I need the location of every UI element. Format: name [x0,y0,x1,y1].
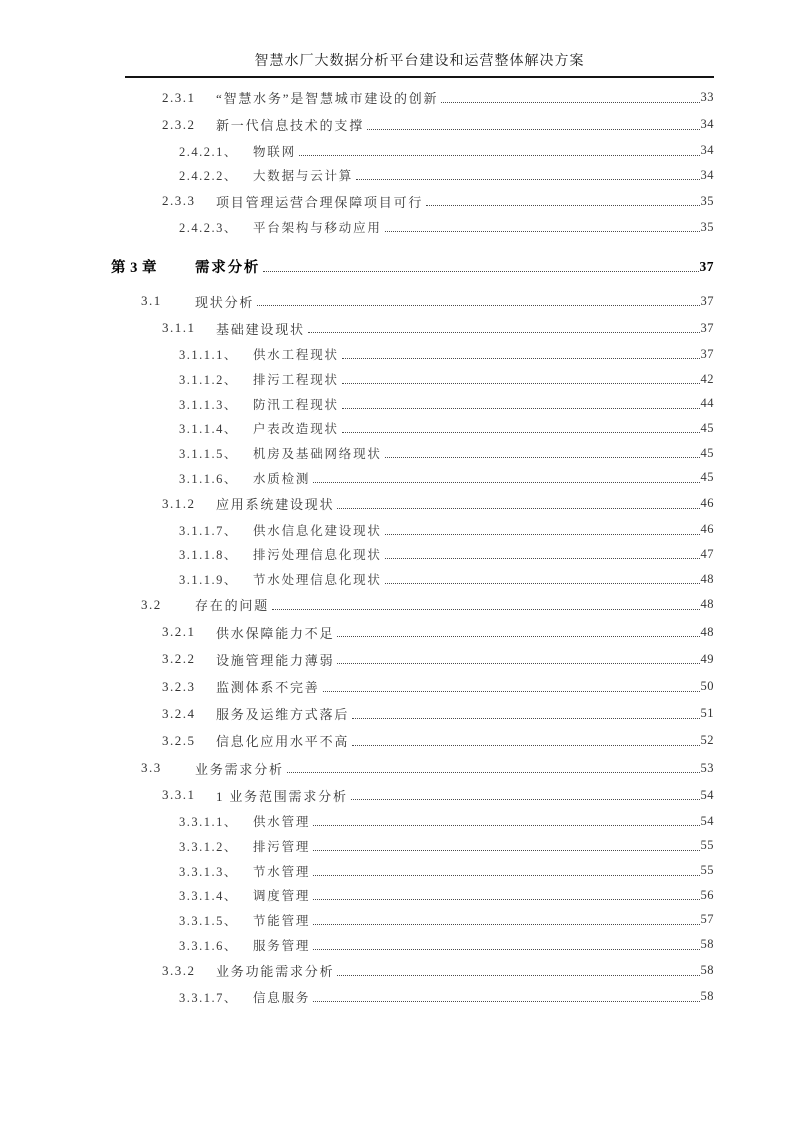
toc-entry-page-number: 44 [700,396,714,411]
toc-entry-page-number: 48 [700,624,714,639]
toc-entry-title: 供水信息化建设现状 [253,523,382,538]
toc-entry-page-number: 37 [699,258,714,274]
dotted-leader [351,790,700,800]
toc-entry-title: 供水管理 [253,815,311,830]
toc-entry-title: 设施管理能力薄弱 [216,652,335,668]
toc-entry[interactable] [0,591,714,618]
toc-entry-page-number: 48 [700,571,714,586]
toc-entry-page-number: 56 [700,887,714,902]
toc-entry-page-number: 54 [700,813,714,828]
toc-entry-page-number: 34 [700,143,714,158]
table-of-contents [0,84,714,1009]
toc-entry-number: 3.1.1.8、 [179,548,238,563]
toc-entry-title: 监测体系不完善 [216,680,320,696]
dotted-leader [385,448,700,458]
toc-entry-number: 3.1.1.6、 [179,471,238,486]
toc-entry-page-number: 54 [700,787,714,802]
toc-entry[interactable] [0,188,714,215]
toc-entry-number: 3.2.5 [162,732,196,748]
dotted-leader [342,349,700,359]
toc-entry-page-number: 52 [700,733,714,748]
toc-entry[interactable] [0,416,714,441]
toc-entry-page-number: 58 [700,963,714,978]
toc-entry[interactable] [0,755,714,782]
dotted-leader [385,549,700,559]
dotted-leader [313,841,699,851]
dotted-leader [342,423,700,433]
toc-entry-number: 3.1.1.2、 [179,373,238,388]
toc-entry[interactable] [0,138,714,163]
dotted-leader [342,399,700,409]
toc-entry-title: 排污处理信息化现状 [253,548,382,563]
toc-entry-number: 2.3.3 [162,193,196,209]
toc-entry-page-number: 45 [700,445,714,460]
toc-entry-title: 信息服务 [253,990,311,1005]
toc-entry-page-number: 50 [700,679,714,694]
toc-entry[interactable] [0,465,714,490]
toc-entry[interactable] [0,542,714,567]
dotted-leader [323,682,700,692]
toc-entry[interactable] [0,441,714,466]
toc-entry-number: 2.4.2.2、 [179,169,238,184]
toc-entry-title: 新一代信息技术的支撑 [216,118,365,134]
toc-entry-number: 3.3.1.1、 [179,815,238,830]
toc-entry[interactable] [0,391,714,416]
toc-entry[interactable] [0,315,714,342]
toc-entry-title: 调度管理 [253,889,311,904]
toc-entry-title: 大数据与云计算 [253,169,354,184]
toc-entry[interactable] [0,342,714,367]
toc-entry-title: 水质检测 [253,471,311,486]
toc-entry-number: 3.1.1 [162,320,196,336]
toc-entry[interactable] [0,883,714,908]
dotted-leader [313,473,699,483]
toc-entry-number: 2.3.2 [162,116,196,132]
toc-entry-page-number: 37 [700,293,714,308]
toc-entry-number: 3.1.1.5、 [179,447,238,462]
toc-entry-page-number: 46 [700,522,714,537]
toc-entry-title: 需求分析 [195,260,261,277]
toc-entry-title: 1 业务范围需求分析 [216,788,348,804]
toc-entry-number: 2.4.2.1、 [179,144,238,159]
toc-entry-number: 3.1.1.4、 [179,422,238,437]
dotted-leader [356,170,699,180]
toc-entry-title: 节水处理信息化现状 [253,573,382,588]
toc-entry[interactable] [0,809,714,834]
toc-entry-page-number: 45 [700,420,714,435]
toc-entry[interactable] [0,858,714,883]
toc-entry-title: 物联网 [253,144,296,159]
toc-entry-page-number: 45 [700,470,714,485]
toc-entry-number: 3.1.2 [162,495,196,511]
toc-entry-number: 第 3 章 [111,260,157,277]
dotted-leader [313,866,699,876]
dotted-leader [441,93,699,103]
toc-entry[interactable] [0,727,714,754]
toc-entry[interactable] [0,646,714,673]
toc-entry-page-number: 46 [700,496,714,511]
dotted-leader [299,146,700,156]
toc-entry[interactable] [0,673,714,700]
toc-entry[interactable] [0,834,714,859]
toc-entry-title: 供水工程现状 [253,348,339,363]
toc-entry-page-number: 37 [700,320,714,335]
header-rule [125,76,714,78]
dotted-leader [313,992,699,1002]
toc-entry-title: 基础建设现状 [216,321,305,337]
toc-entry[interactable] [0,490,714,517]
dotted-leader [308,323,700,333]
toc-entry-page-number: 49 [700,651,714,666]
toc-entry-number: 3.3.1.5、 [179,913,238,928]
dotted-leader [313,915,699,925]
toc-entry-number: 3.3.1.6、 [179,938,238,953]
dotted-leader [263,262,698,272]
toc-entry-number: 3.1.1.9、 [179,573,238,588]
toc-entry-title: 项目管理运营合理保障项目可行 [216,194,424,210]
toc-entry-title: 平台架构与移动应用 [253,221,382,236]
toc-entry[interactable] [0,252,714,282]
toc-entry-page-number: 57 [700,912,714,927]
toc-entry-title: 信息化应用水平不高 [216,734,350,750]
toc-entry-page-number: 35 [700,219,714,234]
toc-entry-number: 2.4.2.3、 [179,221,238,236]
toc-entry-title: 机房及基础网络现状 [253,447,382,462]
toc-entry-title: 业务需求分析 [195,761,284,777]
toc-entry[interactable] [0,567,714,592]
toc-entry-title: 户表改造现状 [253,422,339,437]
toc-entry[interactable] [0,700,714,727]
toc-entry-title: 应用系统建设现状 [216,497,335,513]
toc-entry-number: 3.2.2 [162,651,196,667]
dotted-leader [385,525,700,535]
toc-entry-page-number: 58 [700,989,714,1004]
dotted-leader [272,600,699,610]
toc-entry-number: 2.3.1 [162,89,196,105]
toc-entry-page-number: 42 [700,371,714,386]
document-header-title: 智慧水厂大数据分析平台建设和运营整体解决方案 [254,54,585,69]
toc-entry-number: 3.1 [141,293,162,309]
toc-entry-title: 存在的问题 [195,598,270,614]
toc-entry-page-number: 34 [700,167,714,182]
dotted-leader [385,574,700,584]
toc-entry[interactable] [0,367,714,392]
dotted-leader [426,196,699,206]
dotted-leader [352,736,699,746]
toc-entry[interactable] [0,111,714,138]
toc-entry-number: 3.3.1.7、 [179,990,238,1005]
toc-entry-page-number: 58 [700,937,714,952]
toc-entry[interactable] [0,163,714,188]
toc-entry-number: 3.1.1.7、 [179,523,238,538]
toc-entry-title: 排污工程现状 [253,373,339,388]
toc-entry-page-number: 47 [700,546,714,561]
toc-entry[interactable] [0,957,714,984]
dotted-leader [313,890,699,900]
toc-entry[interactable] [0,619,714,646]
toc-entry-number: 3.3 [141,760,162,776]
dotted-leader [337,654,699,664]
toc-entry-title: “智慧水务”是智慧城市建设的创新 [216,91,439,107]
toc-entry-number: 3.2.4 [162,705,196,721]
toc-entry-number: 3.1.1.3、 [179,397,238,412]
toc-entry-number: 3.3.1 [162,787,196,803]
toc-entry-page-number: 55 [700,863,714,878]
toc-entry-number: 3.2.3 [162,678,196,694]
toc-entry-title: 节水管理 [253,864,311,879]
toc-entry-number: 3.3.1.3、 [179,864,238,879]
toc-entry-page-number: 53 [700,760,714,775]
toc-entry[interactable] [0,517,714,542]
dotted-leader [337,966,699,976]
toc-entry-title: 业务功能需求分析 [216,964,335,980]
dotted-leader [367,120,699,130]
toc-entry-page-number: 51 [700,706,714,721]
dotted-leader [257,296,699,306]
dotted-leader [352,709,699,719]
toc-entry-page-number: 55 [700,838,714,853]
dotted-leader [385,222,700,232]
toc-entry-title: 排污管理 [253,839,311,854]
toc-entry-title: 节能管理 [253,913,311,928]
dotted-leader [287,763,700,773]
toc-entry-title: 防汛工程现状 [253,397,339,412]
toc-entry[interactable] [0,782,714,809]
toc-entry-number: 3.3.2 [162,962,196,978]
toc-entry[interactable] [0,288,714,315]
toc-entry[interactable] [0,215,714,240]
toc-entry-title: 现状分析 [195,294,255,310]
toc-entry-title: 服务及运维方式落后 [216,707,350,723]
toc-entry-page-number: 33 [700,90,714,105]
toc-entry[interactable] [0,984,714,1009]
toc-entry-number: 3.2 [141,596,162,612]
toc-entry-number: 3.2.1 [162,624,196,640]
dotted-leader [342,374,700,384]
toc-entry-number: 3.3.1.2、 [179,839,238,854]
toc-entry-title: 服务管理 [253,938,311,953]
toc-entry-page-number: 34 [700,117,714,132]
dotted-leader [313,940,699,950]
toc-entry-page-number: 37 [700,346,714,361]
dotted-leader [337,499,699,509]
dotted-leader [313,816,699,826]
toc-entry[interactable] [0,84,714,111]
toc-entry-title: 供水保障能力不足 [216,625,335,641]
toc-entry[interactable] [0,908,714,933]
toc-entry-number: 3.3.1.4、 [179,889,238,904]
toc-entry[interactable] [0,932,714,957]
toc-entry-number: 3.1.1.1、 [179,348,238,363]
toc-entry-page-number: 35 [700,193,714,208]
dotted-leader [337,627,699,637]
toc-entry-page-number: 48 [700,597,714,612]
